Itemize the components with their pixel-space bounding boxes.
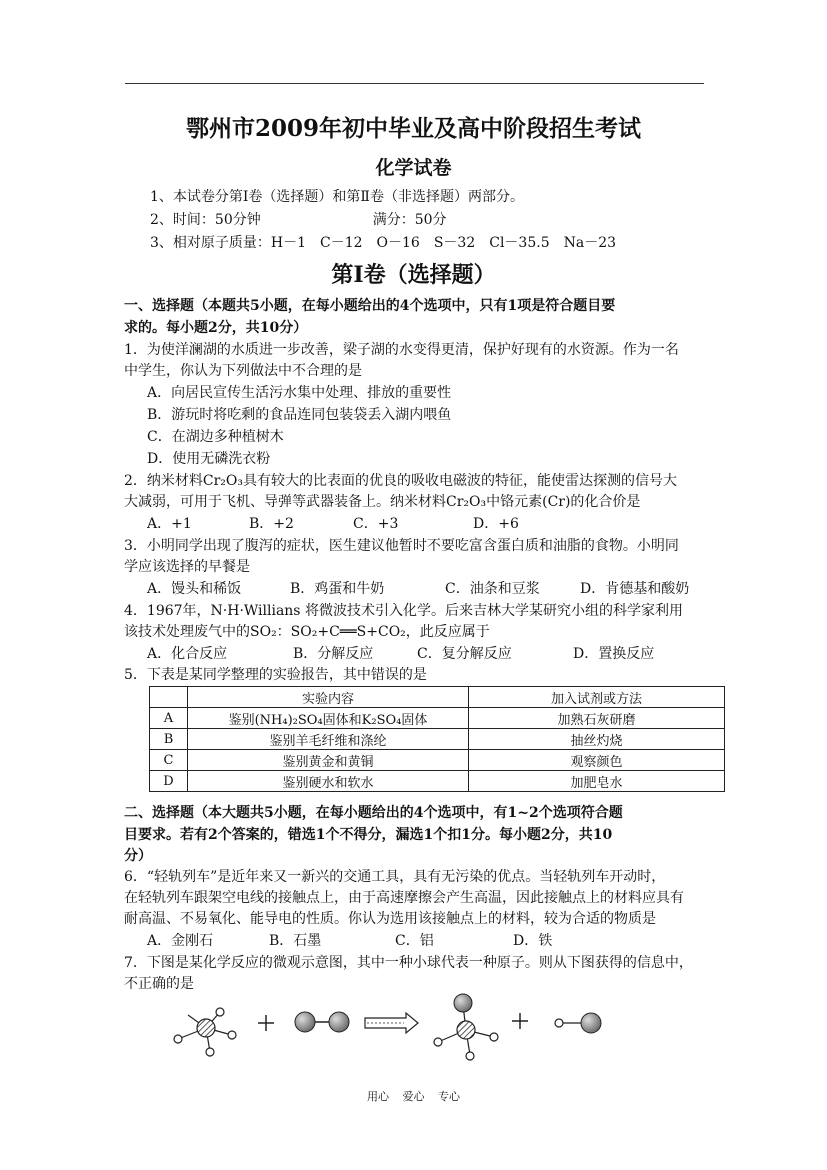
q3-stem-line2: 学应该选择的早餐是 — [124, 559, 250, 575]
footer-item: 爱心 — [402, 1090, 425, 1103]
q6-option-a: A．金刚石 — [147, 933, 214, 949]
q3-option-a: A．馒头和稀饭 — [147, 581, 242, 597]
product-molecule-2 — [555, 1013, 601, 1033]
table-row — [150, 750, 725, 771]
q2-stem-line1: 2．纳米材料Cr₂O₃具有较大的比表面的优良的吸收电磁波的特征，能使雷达探测的信号大 — [124, 473, 678, 489]
instruction-3: 3、相对原子质量：H－1 C－12 O－16 S－32 Cl－35.5 Na－23 — [150, 235, 617, 251]
q2-option-b: B．+2 — [249, 516, 294, 532]
table-header-cell: 实验内容 — [188, 687, 469, 708]
header-rule — [125, 83, 704, 84]
q3-option-b: B．鸡蛋和牛奶 — [290, 581, 385, 597]
q7-stem-line2: 不正确的是 — [124, 976, 194, 992]
table-row — [150, 771, 725, 792]
section2-heading-line3: 分） — [124, 848, 152, 864]
reactant-molecule-2 — [295, 1012, 349, 1032]
q7-stem-line1: 7．下图是某化学反应的微观示意图，其中一种小球代表一种原子。则从下图获得的信息中， — [124, 955, 693, 971]
q4-option-a: A．化合反应 — [147, 646, 228, 662]
table-row — [150, 729, 725, 750]
q1-option-b: B．游玩时将吃剩的食品连同包装袋丢入湖内喂鱼 — [147, 407, 452, 423]
q6-option-c: C．铝 — [395, 933, 434, 949]
instruction-1: 1、本试卷分第Ⅰ卷（选择题）和第Ⅱ卷（非选择题）两部分。 — [150, 189, 524, 205]
experiment-table — [149, 686, 725, 792]
table-cell: 鉴别硬水和软水 — [188, 771, 469, 792]
reaction-diagram — [160, 985, 620, 1065]
footer-item: 专心 — [438, 1090, 460, 1103]
table-cell: 加肥皂水 — [469, 771, 725, 792]
table-header-row — [150, 687, 725, 708]
q6-stem-line2: 在轻轨列车跟架空电线的接触点上，由于高速摩擦会产生高温，因此接触点上的材料应具有 — [124, 890, 684, 906]
product-molecule-1 — [434, 994, 498, 1060]
table-cell: 鉴别羊毛纤维和涤纶 — [188, 729, 469, 750]
table-row — [150, 708, 725, 729]
table-cell: C — [150, 750, 188, 771]
table-cell: 抽丝灼烧 — [469, 729, 725, 750]
q3-stem-line1: 3．小明同学出现了腹泻的症状，医生建议他暂时不要吃富含蛋白质和油脂的食物。小明同 — [124, 538, 679, 554]
reaction-arrow-icon — [365, 1013, 418, 1033]
exam-title: 鄂州市2009年初中毕业及高中阶段招生考试 — [185, 115, 641, 142]
q1-option-c: C．在湖边多种植树木 — [147, 429, 284, 445]
table-cell: 加熟石灰研磨 — [469, 708, 725, 729]
q5-stem: 5．下表是某同学整理的实验报告，其中错误的是 — [124, 667, 427, 683]
plus-icon — [512, 1013, 528, 1029]
section2-heading-line2: 目要求。若有2个答案的，错选1个不得分，漏选1个扣1分。每小题2分，共10 — [124, 827, 613, 843]
q4-option-b: B．分解反应 — [293, 646, 374, 662]
part1-title: 第Ⅰ卷（选择题） — [331, 262, 496, 288]
q4-option-d: D．置换反应 — [573, 646, 655, 662]
q3-option-c: C．油条和豆浆 — [445, 581, 540, 597]
q2-stem-line2: 大减弱，可用于飞机、导弹等武器装备上。纳米材料Cr₂O₃中铬元素(Cr)的化合价是 — [124, 494, 641, 510]
q3-option-d: D．肯德基和酸奶 — [580, 581, 690, 597]
section2-heading-line1: 二、选择题（本大题共5小题，在每小题给出的4个选项中，有1~2个选项符合题 — [124, 805, 623, 821]
q6-option-b: B．石墨 — [269, 933, 322, 949]
section1-heading-line2: 求的。每小题2分，共10分） — [124, 320, 308, 336]
paper-subject: 化学试卷 — [375, 157, 452, 179]
q6-stem-line1: 6．“轻轨列车”是近年来又一新兴的交通工具，具有无污染的优点。当轻轨列车开动时， — [124, 869, 666, 885]
plus-icon — [258, 1015, 274, 1031]
table-cell: B — [150, 729, 188, 750]
table-cell: D — [150, 771, 188, 792]
q2-option-d: D．+6 — [473, 516, 519, 532]
table-cell: 鉴别(NH₄)₂SO₄固体和K₂SO₄固体 — [188, 708, 469, 729]
q1-stem-line1: 1．为使洋澜湖的水质进一步改善，梁子湖的水变得更清，保护好现有的水资源。作为一名 — [124, 342, 679, 358]
table-cell: 鉴别黄金和黄铜 — [188, 750, 469, 771]
instruction-2: 2、时间：50分钟 满分：50分 — [150, 212, 447, 228]
q6-option-d: D．铁 — [513, 933, 553, 949]
page-footer — [0, 1088, 827, 1104]
table-cell: 观察颜色 — [469, 750, 725, 771]
table-cell: A — [150, 708, 188, 729]
footer-item: 用心 — [367, 1090, 389, 1103]
q6-stem-line3: 耐高温、不易氧化、能导电的性质。你认为选用该接触点上的材料，较为合适的物质是 — [124, 911, 656, 927]
q4-stem-line1: 4．1967年，N·H·Willians 将微波技术引入化学。后来吉林大学某研究小组的科学家利用 — [124, 603, 683, 619]
q1-stem-line2: 中学生，你认为下列做法中不合理的是 — [124, 363, 362, 379]
q1-option-a: A．向居民宣传生活污水集中处理、排放的重要性 — [147, 385, 452, 401]
q2-option-c: C．+3 — [353, 516, 399, 532]
q4-stem-line2: 该技术处理废气中的SO₂：SO₂+C══S+CO₂，此反应属于 — [124, 624, 490, 640]
q1-option-d: D．使用无磷洗衣粉 — [147, 451, 271, 467]
section1-heading-line1: 一、选择题（本题共5小题，在每小题给出的4个选项中，只有1项是符合题目要 — [124, 298, 616, 314]
q4-option-c: C．复分解反应 — [417, 646, 512, 662]
table-header-cell: 加入试剂或方法 — [469, 687, 725, 708]
reactant-molecule-1 — [174, 1008, 236, 1056]
table-header-cell — [150, 687, 188, 708]
q2-option-a: A．+1 — [147, 516, 192, 532]
